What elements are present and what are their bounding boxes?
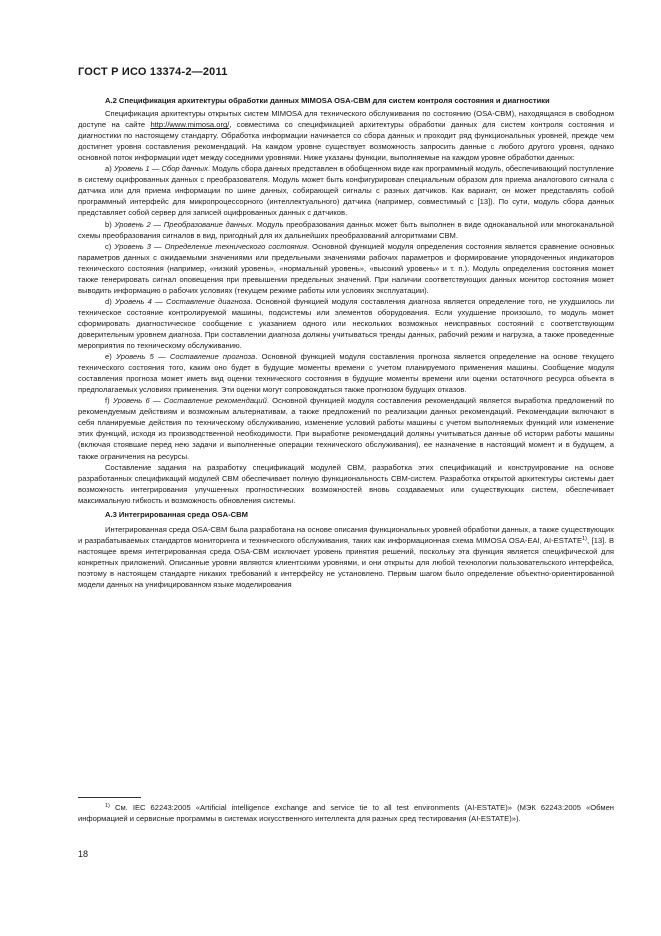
level-item-4 — [78, 296, 614, 351]
item-lead: Уровень 3 — Определение технического состояния — [114, 241, 308, 251]
intro-text-after-link: , совместима со спецификацией архитектуры обработки данных для систем контроля состояния и диагностики по настоящему стандарту. Обработка информации начинается со сбора данных и проходит ряд функциональных уровней, прежде чем достигнет уровня составления рекомендаций. На каждом уровне существует возможность запросить данные с любого другого уровня, однако основной поток информации идет между соседними уровнями. Ниже указаны функции, выполняемые на каждом уровне обработки данных: — [78, 120, 614, 163]
item-text: . Основной функцией модуля составления прогноза является определение на основе текущего технического состояния того, каким оно будет в будущие моменты времени с учетом планируемого применения машины. Сообщение модуля составления прогноза может иметь вид оценки технического состояния в будущие моменты времени или оценки остаточного ресурса объекта в предполагаемых условиях применения. Эти оценки могут сопровождаться также прогнозом будущих отказов. — [78, 352, 614, 395]
footnote-marker: 1) — [105, 803, 110, 809]
item-lead: Уровень 4 — Составление диагноза — [115, 296, 251, 306]
level-item-2 — [78, 219, 614, 241]
page-number: 18 — [78, 849, 89, 859]
item-text: . Основной функцией модуля составления диагноза является определение того, не ухудшилось ли техническое состояние контролируемой машины, подсистемы или элементов оборудования. Если ухудшение произошло, то модуль может сформировать диагностическое сообщение с указанием одного или нескольких возможных неисправных состояний с соответствующим доверительным уровнем диагноза. При составлении диагноза должны учитываться тренды данных, рабочий режим и нагрузка, а также проведенные мероприятия по техническому обслуживанию. — [78, 296, 614, 351]
footnote-divider — [78, 797, 141, 798]
a3-text-after-ref: , [13]. В настоящее время интегрированная среда OSA-CBM исключает уровень принятия решений, поскольку эта функция является специфической для конкретных приложений. Описанные уровни являются клиентскими уровнями, и они открыты для любой технологии пользовательского интерфейса, поэтому в настоящем стандарте никаких требований к интерфейсу не установлено. Первым шагом было определение объектно-ориентированной модели данных на унифицированном языке моделирования — [78, 535, 615, 590]
section-a3-body — [78, 524, 614, 590]
intro-text-before-link: Спецификация архитектуры открытых систем MIMOSA для технического обслуживания по состоянию (OSA-CBM), находящаяся в свободном доступе на сайте — [78, 109, 614, 130]
document-header: ГОСТ Р ИСО 13374-2—2011 — [78, 66, 228, 78]
footnote-ref[interactable]: 1) — [582, 535, 587, 542]
section-a3-title: А.3 Интегрированная среда OSA-CBM — [105, 509, 248, 519]
document-body — [78, 95, 614, 590]
item-marker: с) — [105, 241, 115, 251]
item-text: . Основной функцией модуля определения состояния является сравнение основных параметров данных с ожидаемыми значениями или предельными значениями рабочих параметров и формирование упорядоченных индикаторов технического состояния (например, «низкий уровень», «нормальный уровень», «высокий уровень» и т. п.). Модуль определения состояния может также генерировать сигнал оповещения при превышении предельных значений. При наличии соответствующих данных монитор состояния может выводить информацию о рабочих условиях (текущем режиме работы или условиях эксплуатации). — [78, 241, 615, 295]
footnote — [78, 802, 614, 824]
item-marker: b) — [105, 219, 115, 229]
item-lead: Уровень 1 — Сбор данных — [113, 164, 208, 174]
level-item-3 — [78, 241, 614, 296]
item-lead: Уровень 6 — Составление рекомендаций — [112, 396, 267, 406]
a3-text-before-ref: Интегрированная среда OSA-CBM была разработана на основе описания функциональных уровней обработки данных, а также существующих и разрабатываемых стандартов мониторинга и технического обслуживания, таких как информационная схема MIMOSA OSA-EAI, AI-ESTATE — [78, 524, 614, 545]
item-marker: d) — [105, 296, 116, 306]
item-lead: Уровень 2 — Преобразование данных — [114, 219, 252, 229]
section-a2-intro — [78, 108, 614, 163]
item-text: . Основной функцией модуля составления рекомендаций является выработка предложений по рекомендуемым действиям и возможным альтернативам, а также предложений по реализации данных рекомендаций. Рекомендации включают в себя планируемые действия по техническому обслуживанию, изменение условий работы машины с учетом выполняемых функций или изменение этих функций, исходя из производственной необходимости. При выработке рекомендаций должны учитываться данные об истории работы машины (включая стоявшие перед нею задачи и выполненные операции технического обслуживания), ее назначение в настоящий момент и в будущем, а также ограничения на ресурсы. — [78, 396, 614, 461]
item-marker: а) — [105, 164, 114, 174]
level-item-1 — [78, 163, 614, 218]
section-a2-title: А.2 Спецификация архитектуры обработки данных MIMOSA OSA-CBM для систем контроля состояния и диагностики — [105, 96, 550, 105]
item-marker: e) — [105, 352, 116, 362]
level-item-5 — [78, 351, 614, 395]
item-text: . Модуль сбора данных представлен в обобщенном виде как программный модуль, обеспечивающий поступление в систему оцифрованных данных с преобразователя. Модуль может быть конфигурирован специальным образом для приема аналогового сигнала с датчика или для приема информации по шине данных, собирающей сигналы с разных датчиков. Как вариант, он может представлять собой программный интерфейс для микропроцессорного (интеллектуального) датчика (например, совместимый с [13]). По сути, модуль сбора данных представляет собой сервер для записей оцифрованных данных с датчиков. — [78, 164, 614, 218]
level-item-6 — [78, 395, 614, 461]
mimosa-link[interactable]: http://www.mimosa.org/ — [150, 120, 230, 130]
section-a2-closing: Составление задания на разработку спецификаций модулей CBM, разработка этих спецификаций и конструирование на основе разработанных спецификаций модулей CBM обеспечивает полную функциональность CBM-систем. Разработка открытой архитектуры системы дает возможность интегрирования улучшенных прогностических возможностей вновь создаваемых или существующих систем, обеспечивает максимальную гибкость и возможность обновления системы. — [78, 462, 614, 505]
item-text: . Модуль преобразования данных может быть выполнен в виде одноканальной или многоканальной схемы преобразования сигналов в вид, пригодный для их дальнейших преобразований алгоритмами CBM. — [78, 219, 614, 240]
footnote-text — [78, 802, 614, 824]
footnote-body: См. IEC 62243:2005 «Artificial intelligence exchange and service tie to all test environments (AI-ESTATE)» (МЭК 62243:2005 «Обмен информацией и сервисные программы в системах искусственного интеллекта для разных сред тестирования (AI-ESTATE)»). — [78, 803, 614, 824]
item-lead: Уровень 5 — Составление прогноза — [115, 352, 256, 362]
item-marker: f) — [105, 396, 113, 406]
